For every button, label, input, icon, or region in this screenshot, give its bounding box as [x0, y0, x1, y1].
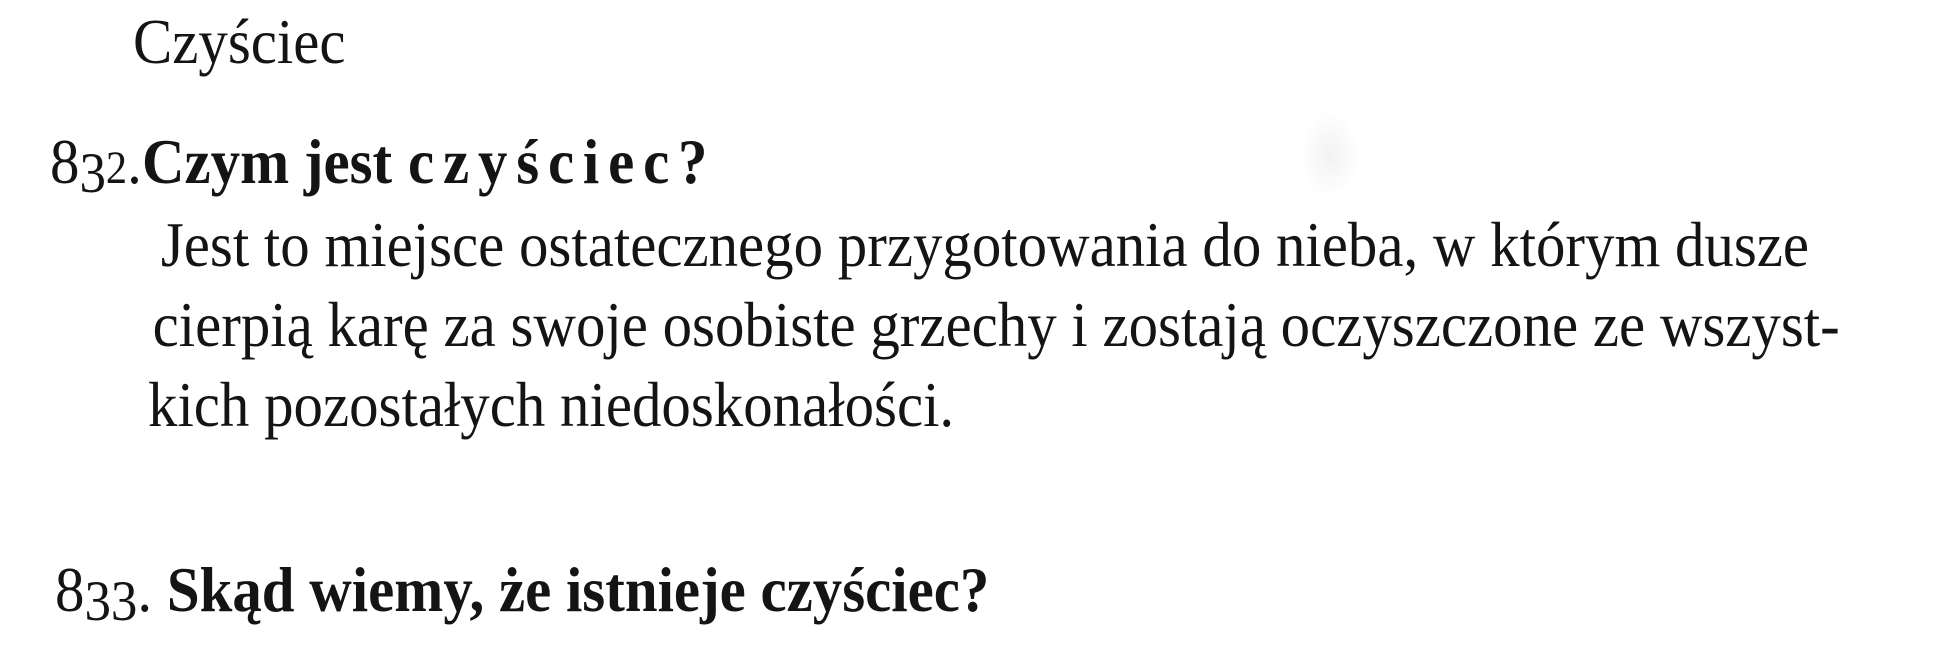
scan-smudge [1300, 110, 1360, 200]
question-833-number: 833. [55, 554, 153, 633]
question-832-lead: Czym jest [142, 126, 393, 197]
answer-832-line-1: Jest to miejsce ostatecznego przygotowania do nieba, w którym dusze [160, 209, 1810, 280]
question-832-emphasis: czyściec? [408, 126, 717, 197]
question-832-text [142, 122, 716, 202]
question-832-row [50, 122, 716, 208]
answer-832-line-2: cierpią karę za swoje osobiste grzechy i zostają oczyszczone ze wszyst- [152, 289, 1840, 360]
question-833-row [55, 550, 989, 633]
section-title: Czyściec [133, 6, 346, 77]
answer-832-line-3: kich pozostałych niedoskonałości. [148, 369, 955, 440]
question-832-number: 832. [50, 126, 142, 205]
answer-832-paragraph [148, 205, 1840, 445]
question-833-text: Skąd wiemy, że istnieje czyściec? [166, 554, 990, 625]
